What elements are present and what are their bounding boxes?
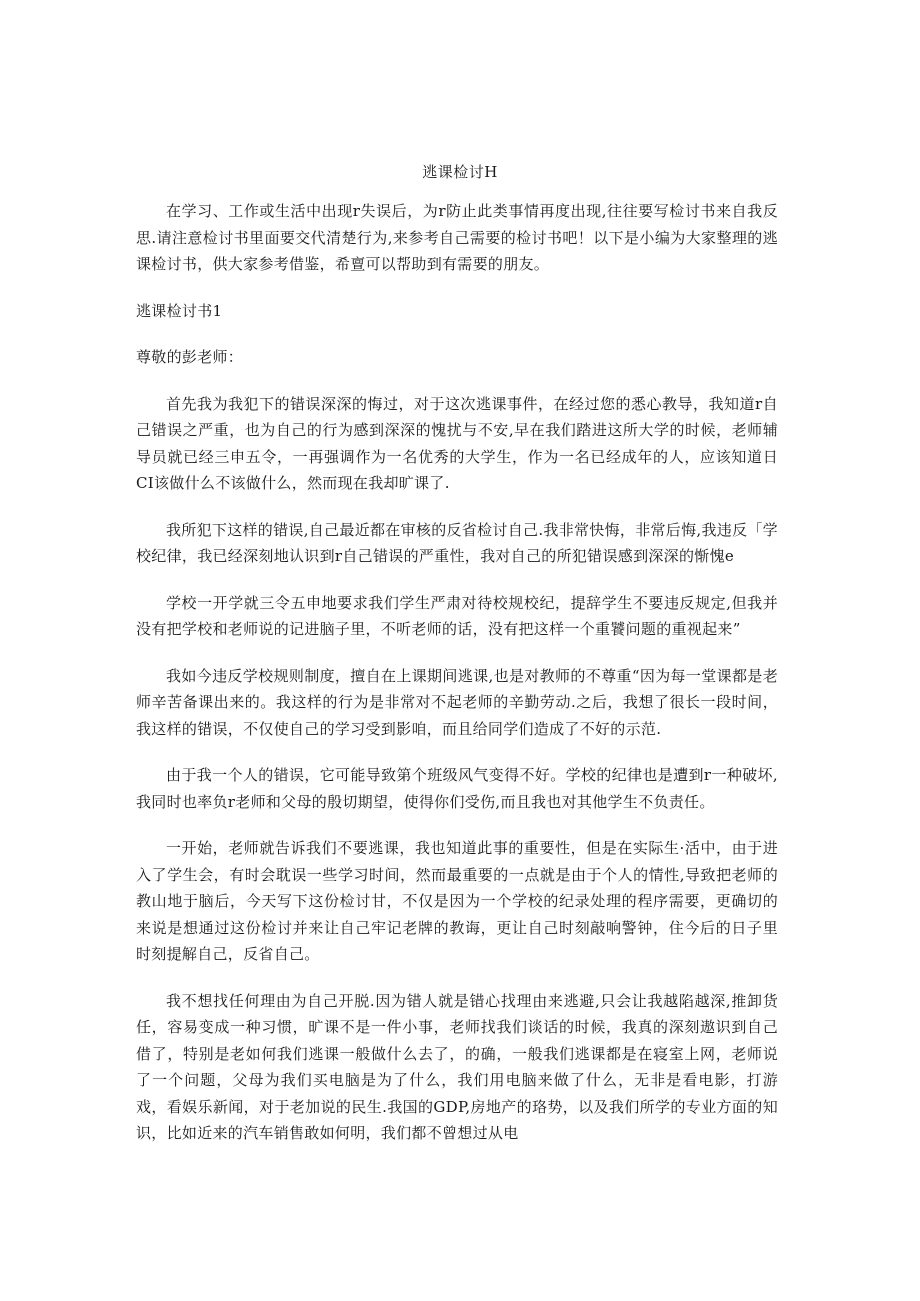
section-title: 逃课检讨书1	[136, 301, 223, 320]
document-body	[136, 198, 778, 1167]
body-paragraph-1: 首先我为我犯下的错误深深的悔过，对于这次逃课事件，在经过您的悉心教导，我知道r自己错误之严重，也为自己的行为感到深深的愧扰与不安,早在我们踏进这所大学的时候，老师辅导员就已经三申五令，一再强调作为一名优秀的大学生，作为一名已经成年的人，应该知道日CI该做什么不该做什么，然而现在我却旷课了.	[136, 394, 778, 492]
body-paragraph-6: 一开始，老师就告诉我们不要逃课，我也知道此事的重要性，但是在实际生·活中，由于进入了学生会，有时会耽误一些学习时间，然而最重要的一点就是由于个人的情性,导致把老师的教山地于脑后，今天写下这份检讨甘，不仅是因为一个学校的纪录处理的程序需要，更确切的来说是想通过这份检讨并来让自己牢记老牌的教诲，更让自己时刻敲响警钟，住今后的日子里时刻提解自己，反省自己。	[136, 839, 778, 963]
body-paragraph-2: 我所犯下这样的错误,自己最近都在审核的反省检讨自己.我非常快悔，非常后悔,我违反「学校纪律，我已经深刻地认识到r自己错误的严重性，我对自己的所犯错误感到深深的惭愧e	[136, 520, 778, 565]
document-title: 逃课检讨H	[422, 163, 498, 181]
body-paragraph-5: 由于我一个人的错误，它可能导致第个班级风气变得不好。学校的纪律也是遭到r一种破坏,我同时也率负r老师和父母的殷切期望，使得你们受伤,而且我也对其他学生不负责任。	[136, 766, 778, 811]
body-paragraph-3: 学校一开学就三令五申地要求我们学生严肃对待校规校纪，提辞学生不要违反规定,但我并没有把学校和老师说的记进脑子里，不听老师的话，没有把这样一个重饕问题的重视起来”	[136, 593, 778, 638]
body-paragraph-4: 我如今违反学校规则制度，擅自在上课期间逃课,也是对教师的不尊重“因为每一堂课都是老师辛苦备课出来的。我这样的行为是非常对不起老师的辛勤劳动.之后，我想了很长一段时间，我这样的错误，不仅使自己的学习受到影咱，而且给同学们造成了不好的示范.	[136, 666, 778, 738]
salutation: 尊敬的彭老师：	[136, 348, 244, 366]
intro-paragraph: 在学习、工作或生活中出现r失误后，为r防止此类事情再度出现,往往要写检讨书来自我反思.请注意检讨书里面要交代清楚行为,来参考自己需要的检讨书吧！以下是小编为大家整理的逃课检讨书，供大家参考借鉴，希亶可以帮助到有需要的朋友。	[136, 202, 778, 273]
body-paragraph-7: 我不想找任何理由为自己开脱.因为错人就是错心找理由来逃避,只会让我越陷越深,推卸货任，容易变成一种习惯，旷课不是一件小事，老师找我们谈话的时候，我真的深刻遨识到自己借了，特别是老如何我们逃课一般做什么去了，的确，一般我们逃课都是在寝室上网，老师说了一个问题，父母为我们买电脑是为了什么，我们用电脑来做了什么，无非是看电影，打游戏，看娱乐新闻，对于老加说的民生.我国的GDP,房地产的珞势，以及我们所学的专业方面的知识，比如近来的汽车销售敢如何明，我们都不曾想过从电	[136, 991, 778, 1142]
